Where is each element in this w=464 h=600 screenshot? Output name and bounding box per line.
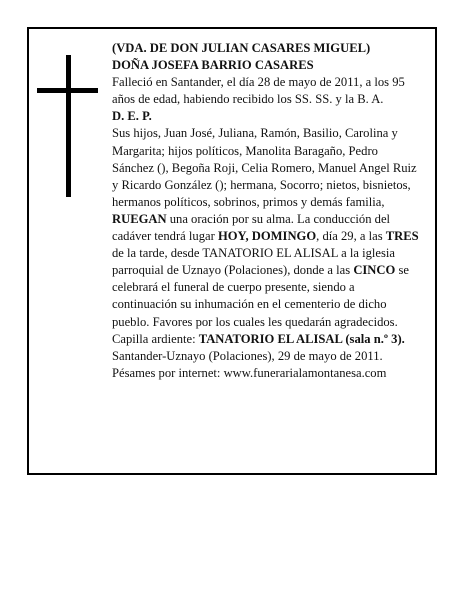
ceremony-text-1: una oración por su alma. La conducción del cadáver tendrá lugar <box>112 211 391 244</box>
family-list: Sus hijos, Juan José, Juliana, Ramón, Basilio, Carolina y Margarita; hijos políticos, Manolita Baragaño, Pedro Sánchez (), Begoña Roji, Celia Romero, Manuel Angel Ruiz y Ricardo González (); hermana, Socorro; nietos, bisnietos, hermanos políticos, sobrinos, primos y demás familia, <box>112 126 417 209</box>
death-info: Falleció en Santander, el día 28 de mayo de 2011, a los 95 años de edad, habiendo recibido los SS. SS. y la B. A. <box>112 75 405 107</box>
hoy-label: HOY, DOMINGO <box>217 229 317 244</box>
tres-label: TRES <box>385 229 419 244</box>
cross-icon-bar <box>37 88 98 93</box>
ceremony-text-2: , día 29, a las <box>316 229 386 244</box>
place-date: Santander-Uznayo (Polaciones), 29 de mayo de 2011. <box>112 348 383 363</box>
widow-line: (VDA. DE DON JULIAN CASARES MIGUEL) <box>112 41 371 55</box>
ruegan-label: RUEGAN <box>112 211 167 226</box>
obituary-text <box>112 40 422 382</box>
capilla-label: TANATORIO EL ALISAL (sala n.º 3). <box>198 331 405 346</box>
internet-condolences: Pésames por internet: www.funerarialamontanesa.com <box>112 365 387 380</box>
ceremony-text-3: de la tarde, desde TANATORIO EL ALISAL a la iglesia parroquial de Uznayo (Polaciones), donde a las <box>112 246 395 278</box>
ceremony-details <box>112 211 422 348</box>
dep-line: D. E. P. <box>112 109 152 124</box>
deceased-name: DOÑA JOSEFA BARRIO CASARES <box>112 58 314 73</box>
cinco-label: CINCO <box>353 263 396 278</box>
ceremony-text-4: se celebrará el funeral de cuerpo presente, siendo a continuación su inhumación en el cementerio de dicho pueblo. Favores por los cuales les quedarán agradecidos. Capilla ardiente: <box>112 263 409 346</box>
cross-icon <box>66 55 71 197</box>
